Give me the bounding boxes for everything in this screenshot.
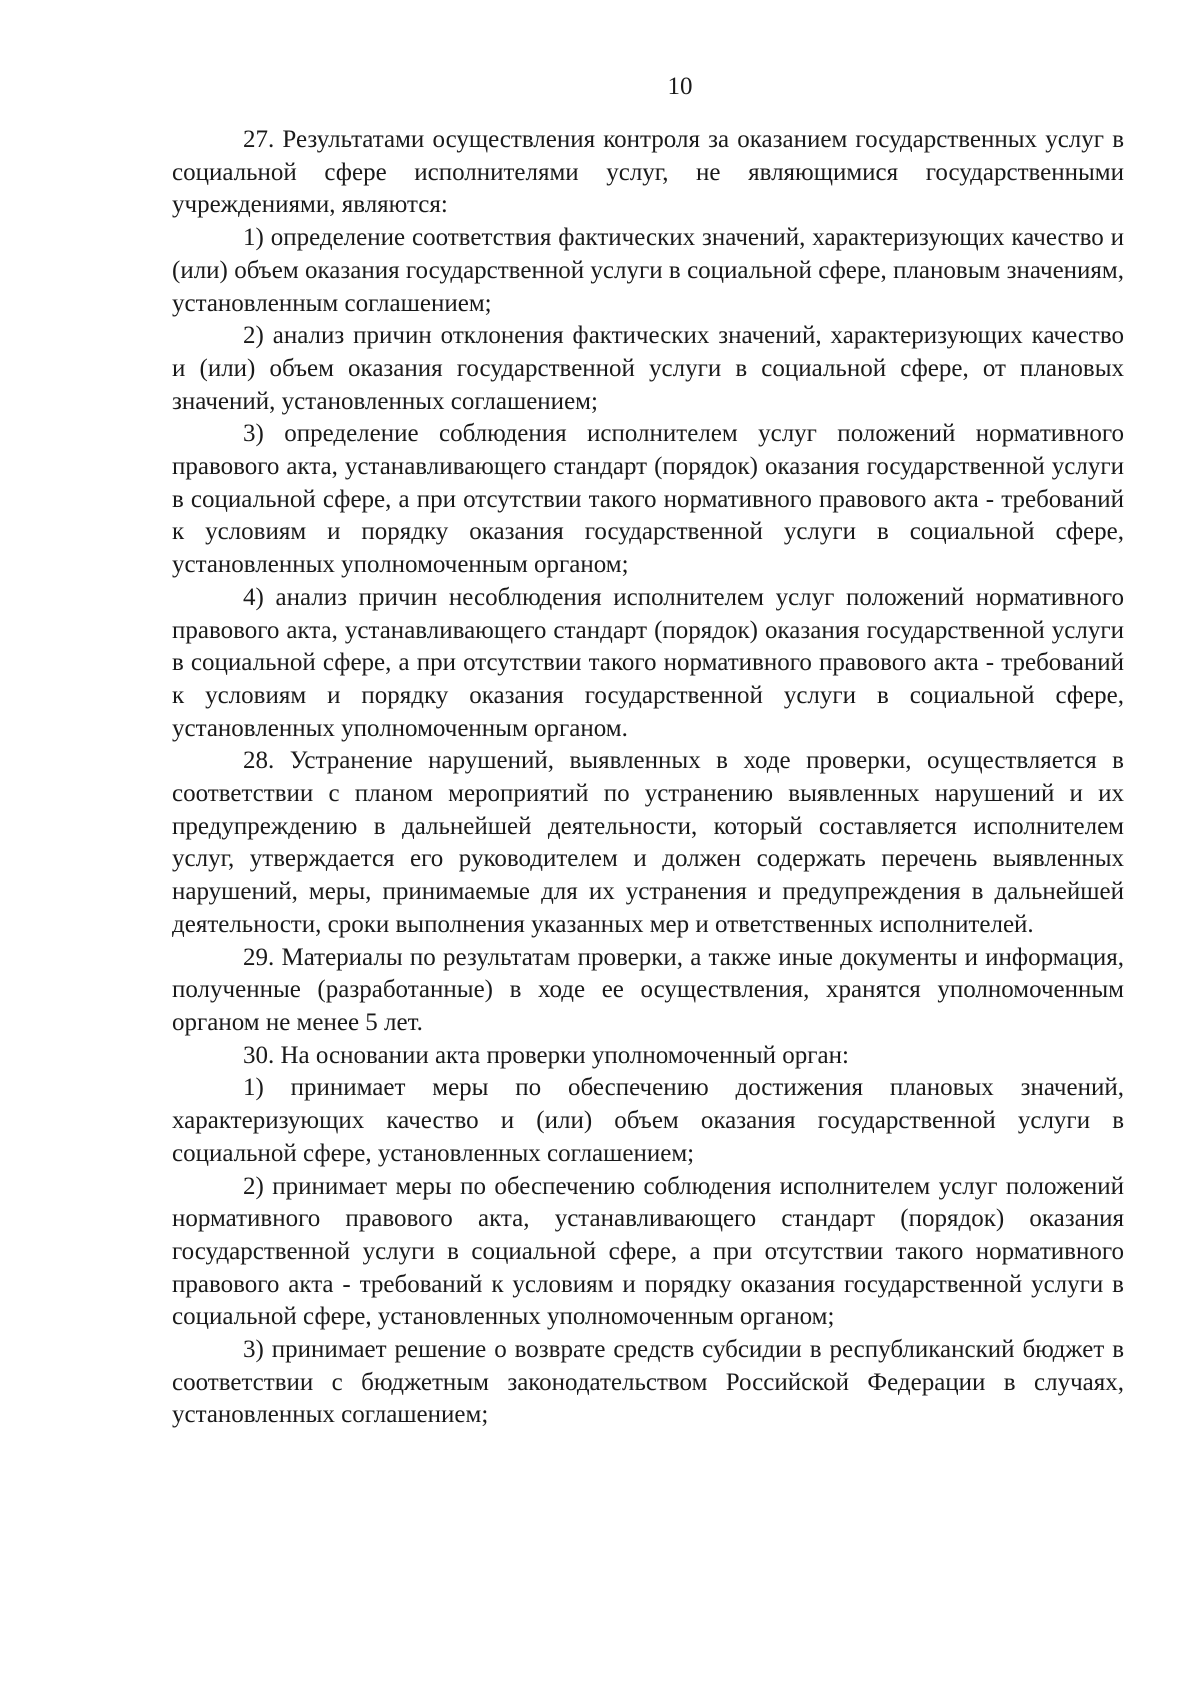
paragraph-27: 27. Результатами осуществления контроля за оказанием государственных услуг в социальной сфере исполнителями услуг, не являющимися государственными учреждениями, являются: (172, 126, 1124, 219)
paragraph-29: 29. Материалы по результатам проверки, а также иные документы и информация, полученные (разработанные) в ходе ее осуществления, хранятся уполномоченным органом не менее 5 лет. (172, 943, 1124, 1036)
paragraph-27-item-4: 4) анализ причин несоблюдения исполнителем услуг положений нормативного правового акта, устанавливающего стандарт (порядок) оказания государственной услуги в социальной сфере, а при отсутствии такого нормативного правового акта - требований к условиям и порядку оказания государственной услуги в социальной сфере, установленных уполномоченным органом. (172, 583, 1124, 742)
page-number: 10 (667, 73, 693, 100)
paragraph-30-item-2: 2) принимает меры по обеспечению соблюдения исполнителем услуг положений нормативного правового акта, устанавливающего стандарт (порядок) оказания государственной услуги в социальной сфере, а при отсутствии такого нормативного правового акта - требований к условиям и порядку оказания государственной услуги в социальной сфере, установленных уполномоченным органом; (172, 1172, 1124, 1331)
paragraph-30-item-1: 1) принимает меры по обеспечению достижения плановых значений, характеризующих качество и (или) объем оказания государственной услуги в социальной сфере, установленных соглашением; (172, 1074, 1124, 1167)
paragraph-28: 28. Устранение нарушений, выявленных в ходе проверки, осуществляется в соответствии с планом мероприятий по устранению выявленных нарушений и их предупреждению в дальнейшей деятельности, который составляется исполнителем услуг, утверждается его руководителем и должен содержать перечень выявленных нарушений, меры, принимаемые для их устранения и предупреждения в дальнейшей деятельности, сроки выполнения указанных мер и ответственных исполнителей. (172, 747, 1124, 938)
paragraph-30-item-3: 3) принимает решение о возврате средств субсидии в республиканский бюджет в соответствии с бюджетным законодательством Российской Федерации в случаях, установленных соглашением; (172, 1336, 1124, 1429)
document-body (172, 124, 1124, 1432)
paragraph-27-item-1: 1) определение соответствия фактических значений, характеризующих качество и (или) объем оказания государственной услуги в социальной сфере, плановым значениям, установленным соглашением; (172, 224, 1124, 317)
paragraph-27-item-2: 2) анализ причин отклонения фактических значений, характеризующих качество и (или) объем оказания государственной услуги в социальной сфере, от плановых значений, установленных соглашением; (172, 322, 1124, 415)
paragraph-30: 30. На основании акта проверки уполномоченный орган: (243, 1041, 849, 1069)
paragraph-27-item-3: 3) определение соблюдения исполнителем услуг положений нормативного правового акта, устанавливающего стандарт (порядок) оказания государственной услуги в социальной сфере, а при отсутствии такого нормативного правового акта - требований к условиям и порядку оказания государственной услуги в социальной сфере, установленных уполномоченным органом; (172, 420, 1124, 579)
